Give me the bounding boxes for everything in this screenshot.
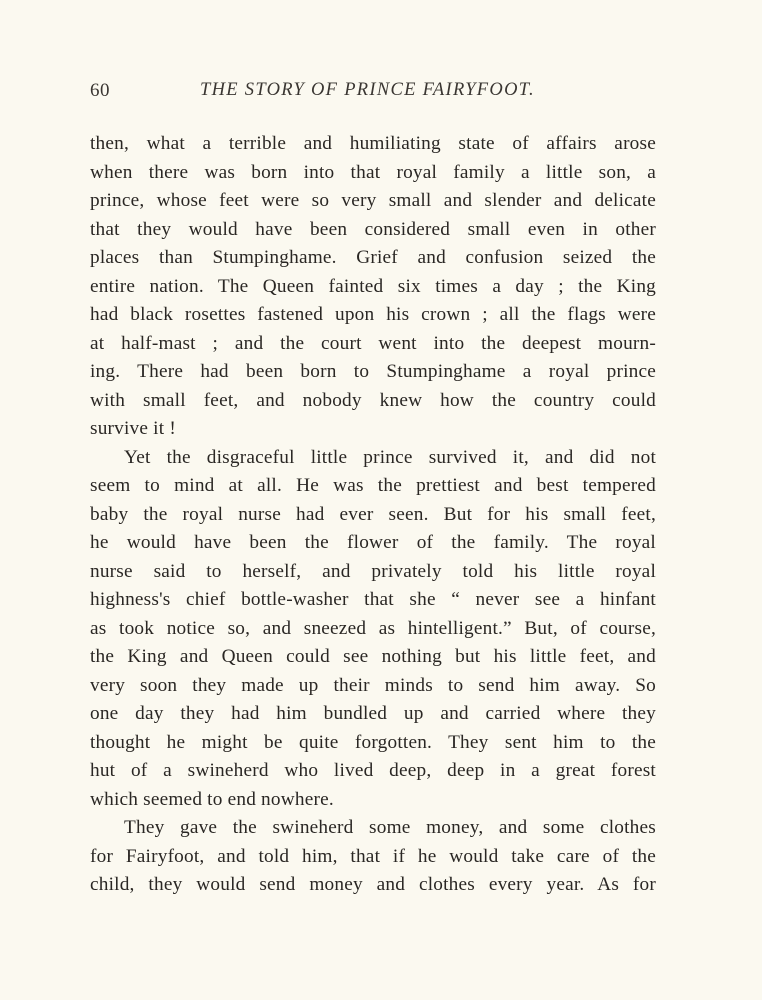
paragraph [90,130,656,444]
text-line: at half-mast ; and the court went into the deepest mourn- [90,332,656,354]
text-line: places than Stumpinghame. Grief and confusion seized the [90,247,656,268]
text-line: nurse said to herself, and privately told his little royal [90,560,656,582]
text-line: prince, whose feet were so very small and slender and delicate [90,190,656,211]
paragraph [90,444,656,815]
text-line: had black rosettes fastened upon his crown ; all the flags were [90,304,656,325]
text-line: highness's chief bottle-washer that she “ never see a hinfant [90,589,656,610]
text-line: one day they had him bundled up and carried where they [90,703,656,724]
text-line: the King and Queen could see nothing but his little feet, and [90,646,656,667]
text-line: when there was born into that royal family a little son, a [90,161,656,183]
text-line: seem to mind at all. He was the prettiest and best tempered [90,475,656,496]
body-text [90,130,656,900]
text-line: very soon they made up their minds to send him away. So [90,674,656,696]
running-head [90,80,666,104]
text-line: entire nation. The Queen fainted six times a day ; the King [90,275,656,297]
text-line: as took notice so, and sneezed as hintelligent.” But, of course, [90,617,656,639]
text-line: Yet the disgraceful little prince survived it, and did not [124,446,656,468]
text-line: then, what a terrible and humiliating state of affairs arose [90,133,656,154]
text-line: They gave the swineherd some money, and some clothes [124,817,656,838]
text-line: ing. There had been born to Stumpinghame a royal prince [90,361,656,382]
running-title: THE STORY OF PRINCE FAIRYFOOT. [200,80,535,100]
text-line: baby the royal nurse had ever seen. But for his small feet, [90,503,656,525]
text-line: he would have been the flower of the family. The royal [90,532,656,553]
text-line: that they would have been considered small even in other [90,218,656,240]
page-number: 60 [90,80,110,101]
text-line: hut of a swineherd who lived deep, deep in a great forest [90,760,656,781]
text-line: with small feet, and nobody knew how the country could [90,389,656,411]
text-line: for Fairyfoot, and told him, that if he would take care of the [90,845,656,867]
text-line: which seemed to end nowhere. [90,788,334,810]
text-line: survive it ! [90,418,176,439]
text-line: thought he might be quite forgotten. They sent him to the [90,731,656,753]
paragraph [90,814,656,900]
text-line: child, they would send money and clothes every year. As for [90,874,656,895]
